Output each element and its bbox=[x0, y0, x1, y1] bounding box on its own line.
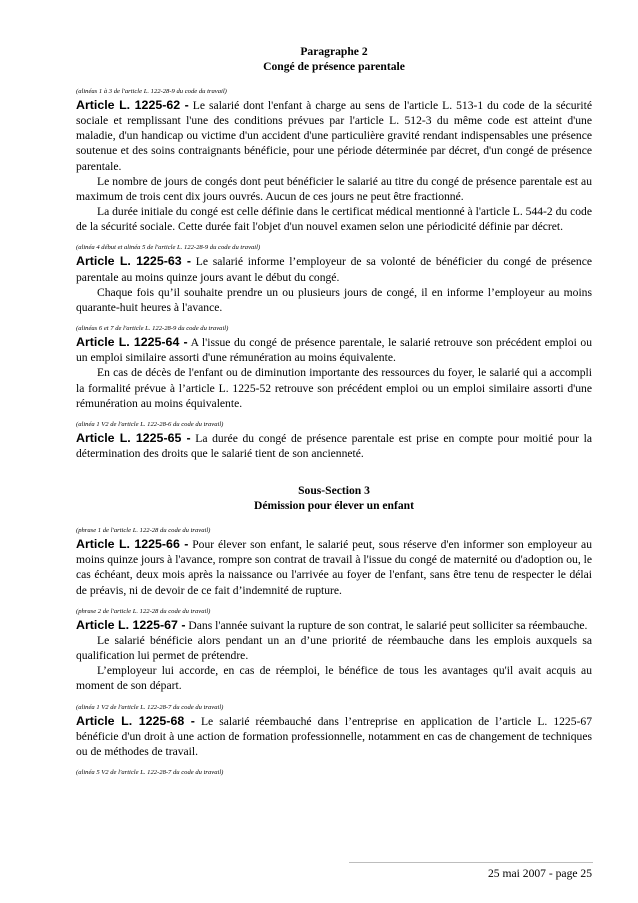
article-paragraph: La durée initiale du congé est celle définie dans le certificat médical mentionné à l'article L. 544-2 du code de la sécurité sociale. Cette durée fait l'objet d'un nouvel examen selon une périodicité définie par décret. bbox=[76, 205, 592, 234]
article-paragraph bbox=[76, 98, 592, 174]
article-label: Article L. 1225-67 - bbox=[76, 617, 186, 632]
article-paragraph bbox=[76, 537, 592, 598]
article-label: Article L. 1225-65 - bbox=[76, 430, 191, 445]
article-text: Le salarié informe l’employeur de sa volonté de bénéficier du congé de présence parentale au moins quinze jours avant le début du congé. bbox=[76, 255, 592, 284]
article-source-note: (alinéa 1 V2 de l'article L. 122-28-7 du code du travail) bbox=[76, 703, 224, 711]
article-paragraph bbox=[76, 335, 592, 365]
article-paragraph bbox=[76, 431, 592, 461]
article-source-note: (alinéas 6 et 7 de l'article L. 122-28-9 du code du travail) bbox=[76, 325, 229, 333]
article-source-note: (phrase 2 de l'article L. 122-28 du code du travail) bbox=[76, 607, 211, 615]
article-label: Article L. 1225-64 - bbox=[76, 335, 188, 350]
article-paragraph: Le salarié bénéficie alors pendant un an d’une priorité de réembauche dans les emplois auxquels sa qualification lui permet de prétendre. bbox=[76, 633, 592, 663]
article-source-note: (alinéa 4 début et alinéa 5 de l'article L. 122-28-9 du code du travail) bbox=[76, 244, 261, 252]
article-label: Article L. 1225-63 - bbox=[76, 254, 192, 269]
article-source-note: (phrase 1 de l'article L. 122-28 du code du travail) bbox=[76, 527, 211, 535]
article-label: Article L. 1225-68 - bbox=[76, 713, 195, 728]
article-paragraph bbox=[76, 254, 592, 284]
article-source-note: (alinéa 5 V2 de l'article L. 122-28-7 du code du travail) bbox=[76, 769, 224, 776]
article-label: Article L. 1225-62 - bbox=[76, 98, 189, 112]
article-label: Article L. 1225-66 - bbox=[76, 537, 189, 552]
subsection-heading-title: Démission pour élever un enfant bbox=[254, 499, 414, 513]
article-text: Pour élever son enfant, le salarié peut, sous réserve d'en informer son employeur au moins quinze jours à l'avance, rompre son contrat de travail à l'issue du congé de maternité ou d'adoption ou, le cas échéant, deux mois après la naissance ou l'arrivée au foyer de l'enfant, sans être tenu de respecter le délai de préavis, ni de devoir de ce fait d’indemnité de rupture. bbox=[76, 538, 592, 597]
page-footer: 25 mai 2007 - page 25 bbox=[488, 867, 592, 880]
article-text: Le salarié réembauché dans l’entreprise en application de l’article L. 1225-67 bénéficie d'un droit à une action de formation professionnelle, notamment en cas de changement de techniques ou de méthodes de travail. bbox=[76, 714, 592, 758]
section-heading-title: Congé de présence parentale bbox=[263, 60, 405, 73]
article-paragraph bbox=[76, 714, 592, 759]
article-paragraph: Chaque fois qu’il souhaite prendre un ou plusieurs jours de congé, il en informe l’employeur au moins quarante-huit heures à l'avance. bbox=[76, 285, 592, 314]
subsection-heading-number: Sous-Section 3 bbox=[298, 484, 370, 498]
article-text: La durée du congé de présence parentale est prise en compte pour moitié pour la détermination des droits que le salarié tient de son ancienneté. bbox=[76, 431, 592, 460]
section-heading-number: Paragraphe 2 bbox=[300, 45, 368, 58]
article-source-note: (alinéa 1 V2 de l'article L. 122-28-6 du code du travail) bbox=[76, 420, 224, 428]
article-text: Dans l'année suivant la rupture de son contrat, le salarié peut solliciter sa réembauche. bbox=[185, 618, 588, 632]
article-paragraph bbox=[76, 618, 592, 633]
article-paragraph: En cas de décès de l'enfant ou de diminution importante des ressources du foyer, le salarié qui a accompli la formalité prévue à l’article L. 1225-52 retrouve son précédent emploi ou un emploi similaire assorti d'une rémunération au moins équivalente. bbox=[76, 366, 592, 410]
article-paragraph: L’employeur lui accorde, en cas de réemploi, le bénéfice de tous les avantages qu'il avait acquis au moment de son départ. bbox=[76, 664, 592, 693]
article-text: A l'issue du congé de présence parentale, le salarié retrouve son précédent emploi ou un emploi similaire assorti d'une rémunération au moins équivalente. bbox=[76, 336, 592, 365]
article-source-note: (alinéas 1 à 3 de l'article L. 122-28-9 du code du travail) bbox=[76, 88, 227, 95]
document-page bbox=[76, 44, 592, 779]
footer-divider bbox=[349, 862, 593, 863]
article-text: Le salarié dont l'enfant à charge au sens de l'article L. 513-1 du code de la sécurité sociale et remplissant l'une des conditions prévues par l'article L. 512-3 du même code est atteint d'une maladie, d'un handicap ou victime d'un accident d'une particulière gravité rendant indispensables une présence soutenue et des soins contraignants bénéficie, pour une période déterminée par décret, d'un congé de présence parentale. bbox=[76, 99, 592, 173]
article-paragraph: Le nombre de jours de congés dont peut bénéficier le salarié au titre du congé de présence parentale est au maximum de trois cent dix jours ouvrés. Aucun de ces jours ne peut être fractionné. bbox=[76, 174, 592, 203]
